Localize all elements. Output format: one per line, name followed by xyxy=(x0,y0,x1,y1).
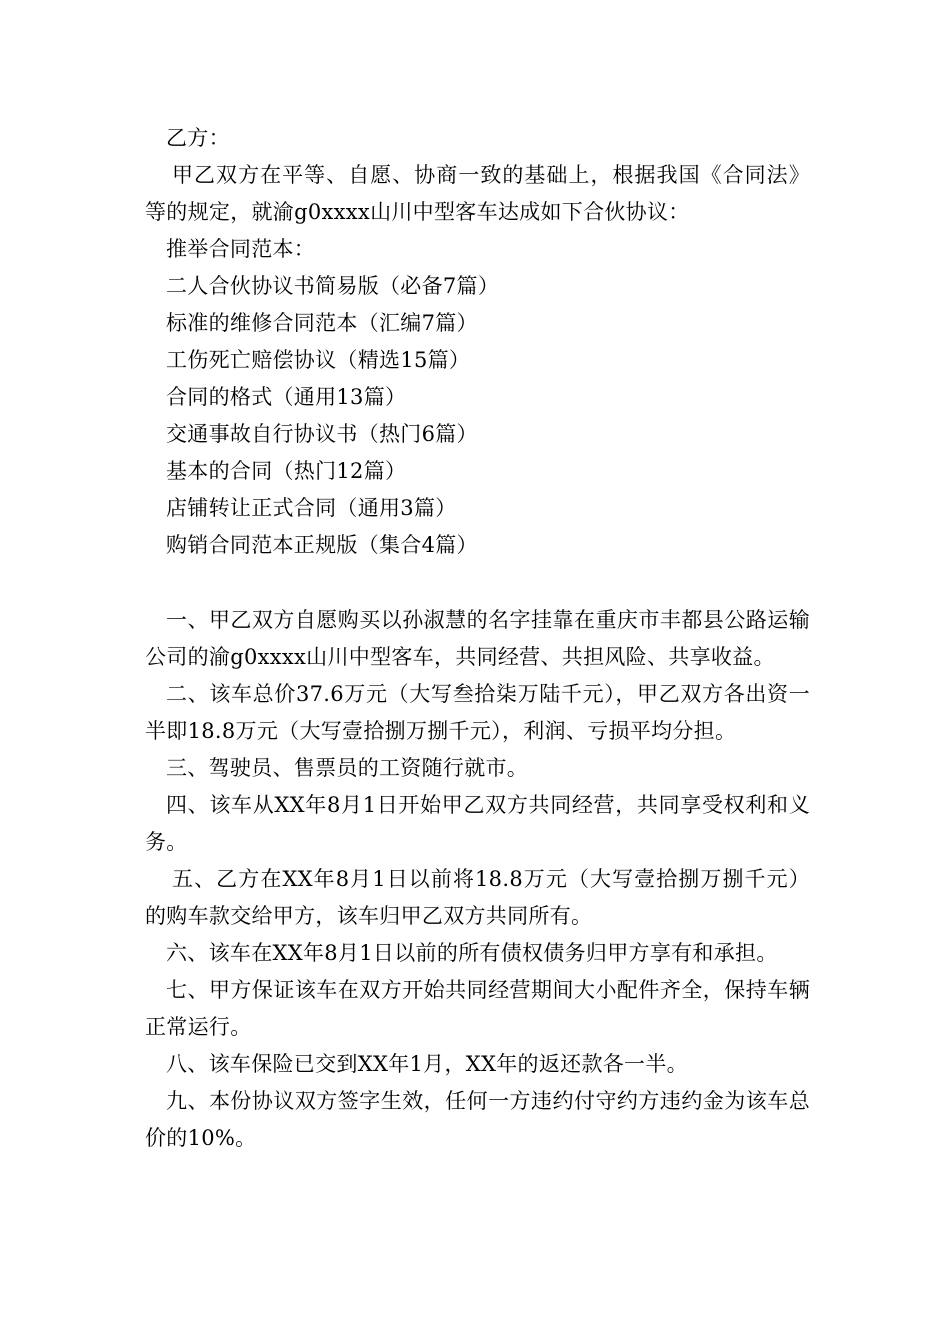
clause-paragraph: 三、驾驶员、售票员的工资随行就市。 xyxy=(166,756,529,780)
clause-paragraph: 七、甲方保证该车在双方开始共同经营期间大小配件齐全，保持车辆正常运行。 xyxy=(145,978,810,1039)
recommended-link[interactable]: 合同的格式（通用13篇） xyxy=(166,385,407,409)
clause-paragraph: 六、该车在XX年8月1日以前的所有债权债务归甲方享有和承担。 xyxy=(166,941,778,965)
recommended-link[interactable]: 标准的维修合同范本（汇编7篇） xyxy=(166,311,478,335)
recommended-link[interactable]: 店铺转让正式合同（通用3篇） xyxy=(166,496,457,520)
recommend-heading: 推举合同范本： xyxy=(166,237,316,261)
recommended-link[interactable]: 工伤死亡赔偿协议（精选15篇） xyxy=(166,348,471,372)
party-b-label: 乙方： xyxy=(166,126,230,150)
recommended-link[interactable]: 交通事故自行协议书（热门6篇） xyxy=(166,422,478,446)
clause-list xyxy=(145,602,810,1157)
clause-paragraph: 一、甲乙双方自愿购买以孙淑慧的名字挂靠在重庆市丰都县公路运输公司的渝g0xxxx山川中型客车，共同经营、共担风险、共享收益。 xyxy=(145,608,810,669)
recommended-link[interactable]: 购销合同范本正规版（集合4篇） xyxy=(166,533,478,557)
recommended-link[interactable]: 基本的合同（热门12篇） xyxy=(166,459,407,483)
intro-paragraph: 甲乙双方在平等、自愿、协商一致的基础上，根据我国《合同法》等的规定，就渝g0xxxx山川中型客车达成如下合伙协议： xyxy=(145,163,810,224)
recommended-link[interactable]: 二人合伙协议书简易版（必备7篇） xyxy=(166,274,500,298)
clause-paragraph: 四、该车从XX年8月1日开始甲乙双方共同经营，共同享受权利和义务。 xyxy=(145,793,810,854)
clause-paragraph: 二、该车总价37.6万元（大写叁拾柒万陆千元），甲乙双方各出资一半即18.8万元（大写壹拾捌万捌千元），利润、亏损平均分担。 xyxy=(145,682,810,743)
clause-paragraph: 八、该车保险已交到XX年1月，XX年的返还款各一半。 xyxy=(166,1052,688,1076)
clause-paragraph: 五、乙方在XX年8月1日以前将18.8万元（大写壹拾捌万捌千元）的购车款交给甲方，该车归甲乙双方共同所有。 xyxy=(145,867,810,928)
document-body xyxy=(145,120,810,1157)
recommended-list xyxy=(145,268,810,564)
clause-paragraph: 九、本份协议双方签字生效，任何一方违约付守约方违约金为该车总价的10%。 xyxy=(145,1089,810,1150)
section-spacer xyxy=(145,564,810,602)
